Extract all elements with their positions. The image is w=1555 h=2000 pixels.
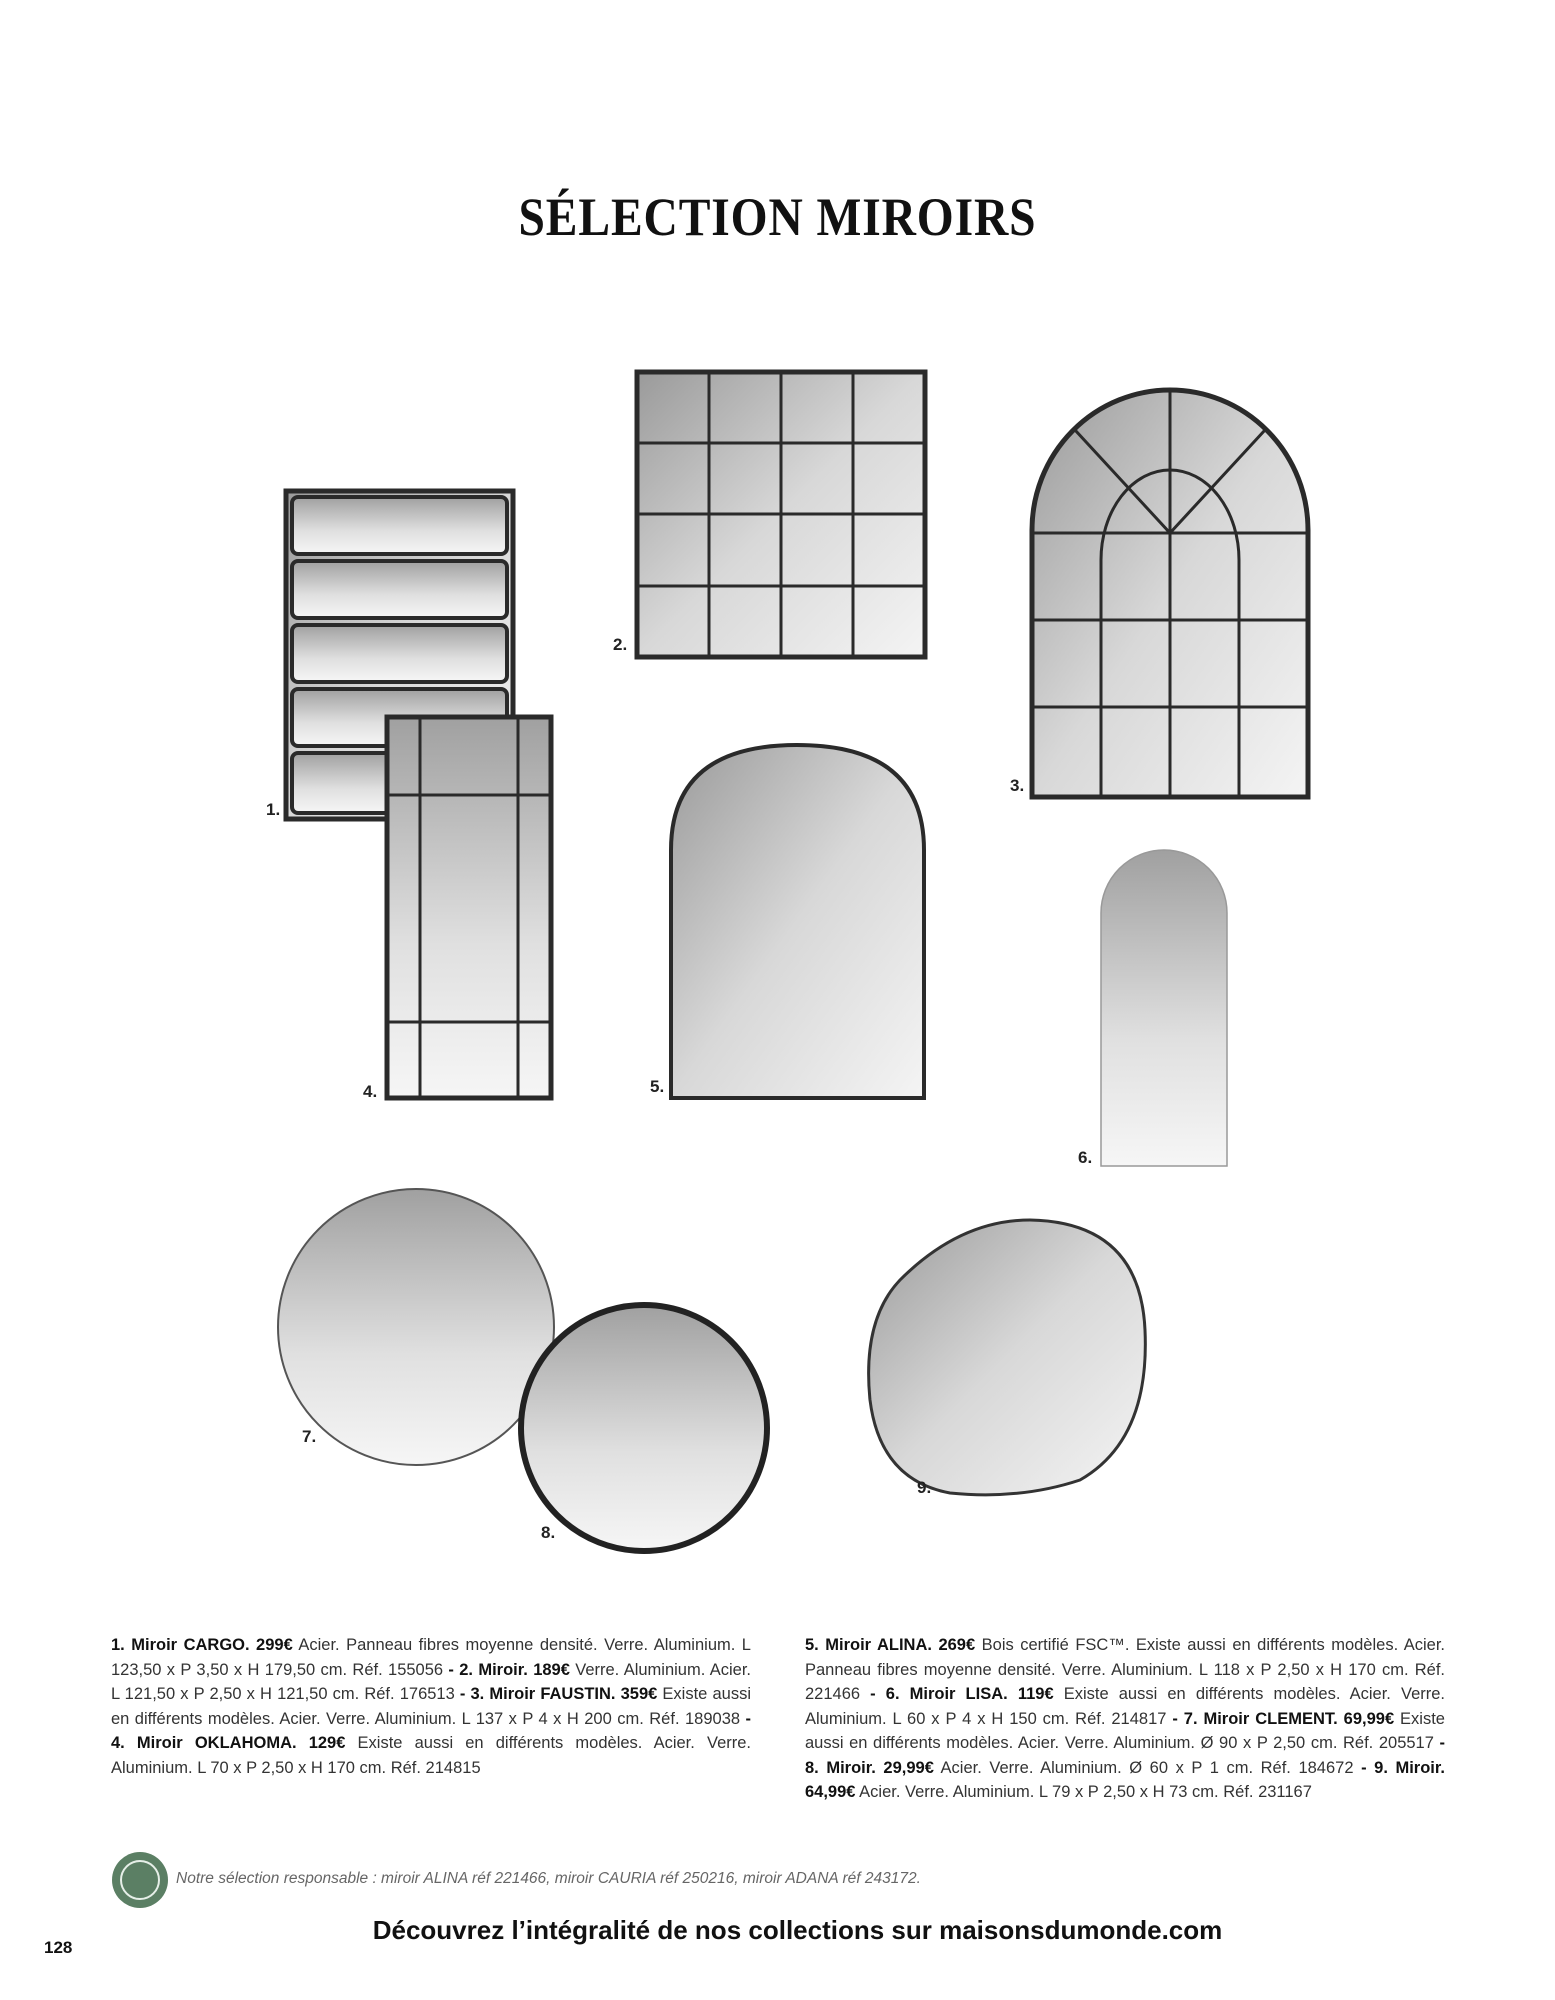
product-details: Bois certifié FSC™. Existe aussi en différents modèles. Acier. Panneau fibres moyenne densité. Verre. Aluminium. L 118 x P 2,50 x H 170 cm. Réf. 221466 bbox=[805, 1636, 1446, 1703]
mirror-label-3: 3. bbox=[1010, 776, 1025, 795]
mirror-label-8: 8. bbox=[541, 1523, 556, 1542]
product-details: Acier. Panneau fibres moyenne densité. Verre. Aluminium. L 123,50 x P 3,50 x H 179,50 cm. Réf. 155056 bbox=[111, 1636, 751, 1679]
mirror-3-faustin bbox=[1032, 390, 1308, 797]
mirror-4-oklahoma bbox=[387, 717, 551, 1098]
product-name-price: - 9. Miroir. 64,99€ bbox=[805, 1758, 1445, 1801]
mirror-label-7: 7. bbox=[302, 1427, 317, 1446]
product-name-price: - 3. Miroir FAUSTIN. 359€ bbox=[459, 1685, 658, 1703]
product-details: Existe aussi en différents modèles. Acier. Verre. Aluminium. L 60 x P 4 x H 150 cm. Réf. 214817 bbox=[805, 1685, 1446, 1728]
product-details: Existe aussi en différents modèles. Acier. Verre. Aluminium. L 137 x P 4 x H 200 cm. Réf. 189038 bbox=[111, 1685, 751, 1728]
mirror-2-grid bbox=[637, 372, 925, 657]
product-details: Existe aussi en différents modèles. Acier. Verre. Aluminium. L 70 x P 2,50 x H 170 cm. Réf. 214815 bbox=[111, 1734, 751, 1777]
page-title: SÉLECTION MIROIRS bbox=[518, 187, 1037, 247]
product-name-price: - 4. Miroir OKLAHOMA. 129€ bbox=[111, 1709, 751, 1752]
mirror-8 bbox=[521, 1305, 767, 1551]
mirror-7-clement bbox=[278, 1189, 554, 1465]
product-name-price: - 8. Miroir. 29,99€ bbox=[805, 1734, 1445, 1777]
mirror-9-organic bbox=[869, 1220, 1146, 1495]
product-name-price: 1. Miroir CARGO. 299€ bbox=[111, 1636, 293, 1654]
product-name-price: - 6. Miroir LISA. 119€ bbox=[870, 1685, 1054, 1703]
product-details: Acier. Verre. Aluminium. Ø 60 x P 1 cm. Réf. 184672 bbox=[933, 1758, 1362, 1777]
mirror-label-4: 4. bbox=[363, 1082, 378, 1101]
globe-icon bbox=[112, 1852, 168, 1908]
mirror-label-1: 1. bbox=[266, 800, 281, 819]
product-name-price: - 7. Miroir CLEMENT. 69,99€ bbox=[1172, 1709, 1395, 1728]
mirror-label-6: 6. bbox=[1078, 1148, 1093, 1167]
product-name-price: - 2. Miroir. 189€ bbox=[448, 1660, 570, 1679]
mirror-label-5: 5. bbox=[650, 1077, 665, 1096]
mirror-6-lisa bbox=[1101, 850, 1227, 1166]
product-details: Existe aussi en différents modèles. Acier. Verre. Aluminium. Ø 90 x P 2,50 cm. Réf. 205517 bbox=[805, 1709, 1445, 1752]
responsible-selection-note: Notre sélection responsable : miroir ALINA réf 221466, miroir CAURIA réf 250216, miroir ADANA réf 243172. bbox=[176, 1870, 921, 1887]
product-name-price: 5. Miroir ALINA. 269€ bbox=[805, 1636, 976, 1654]
page-number: 128 bbox=[44, 1938, 73, 1957]
mirror-5-alina bbox=[671, 745, 924, 1098]
website-cta: Découvrez l’intégralité de nos collections sur maisonsdumonde.com bbox=[372, 1915, 1223, 1945]
mirror-label-2: 2. bbox=[613, 635, 628, 654]
description-right bbox=[805, 1633, 1445, 1805]
product-details: Verre. Aluminium. Acier. L 121,50 x P 2,50 x H 121,50 cm. Réf. 176513 bbox=[111, 1660, 751, 1703]
description-left bbox=[111, 1633, 751, 1780]
product-details: Acier. Verre. Aluminium. L 79 x P 2,50 x H 73 cm. Réf. 231167 bbox=[855, 1783, 1312, 1801]
mirror-label-9: 9. bbox=[917, 1478, 932, 1497]
